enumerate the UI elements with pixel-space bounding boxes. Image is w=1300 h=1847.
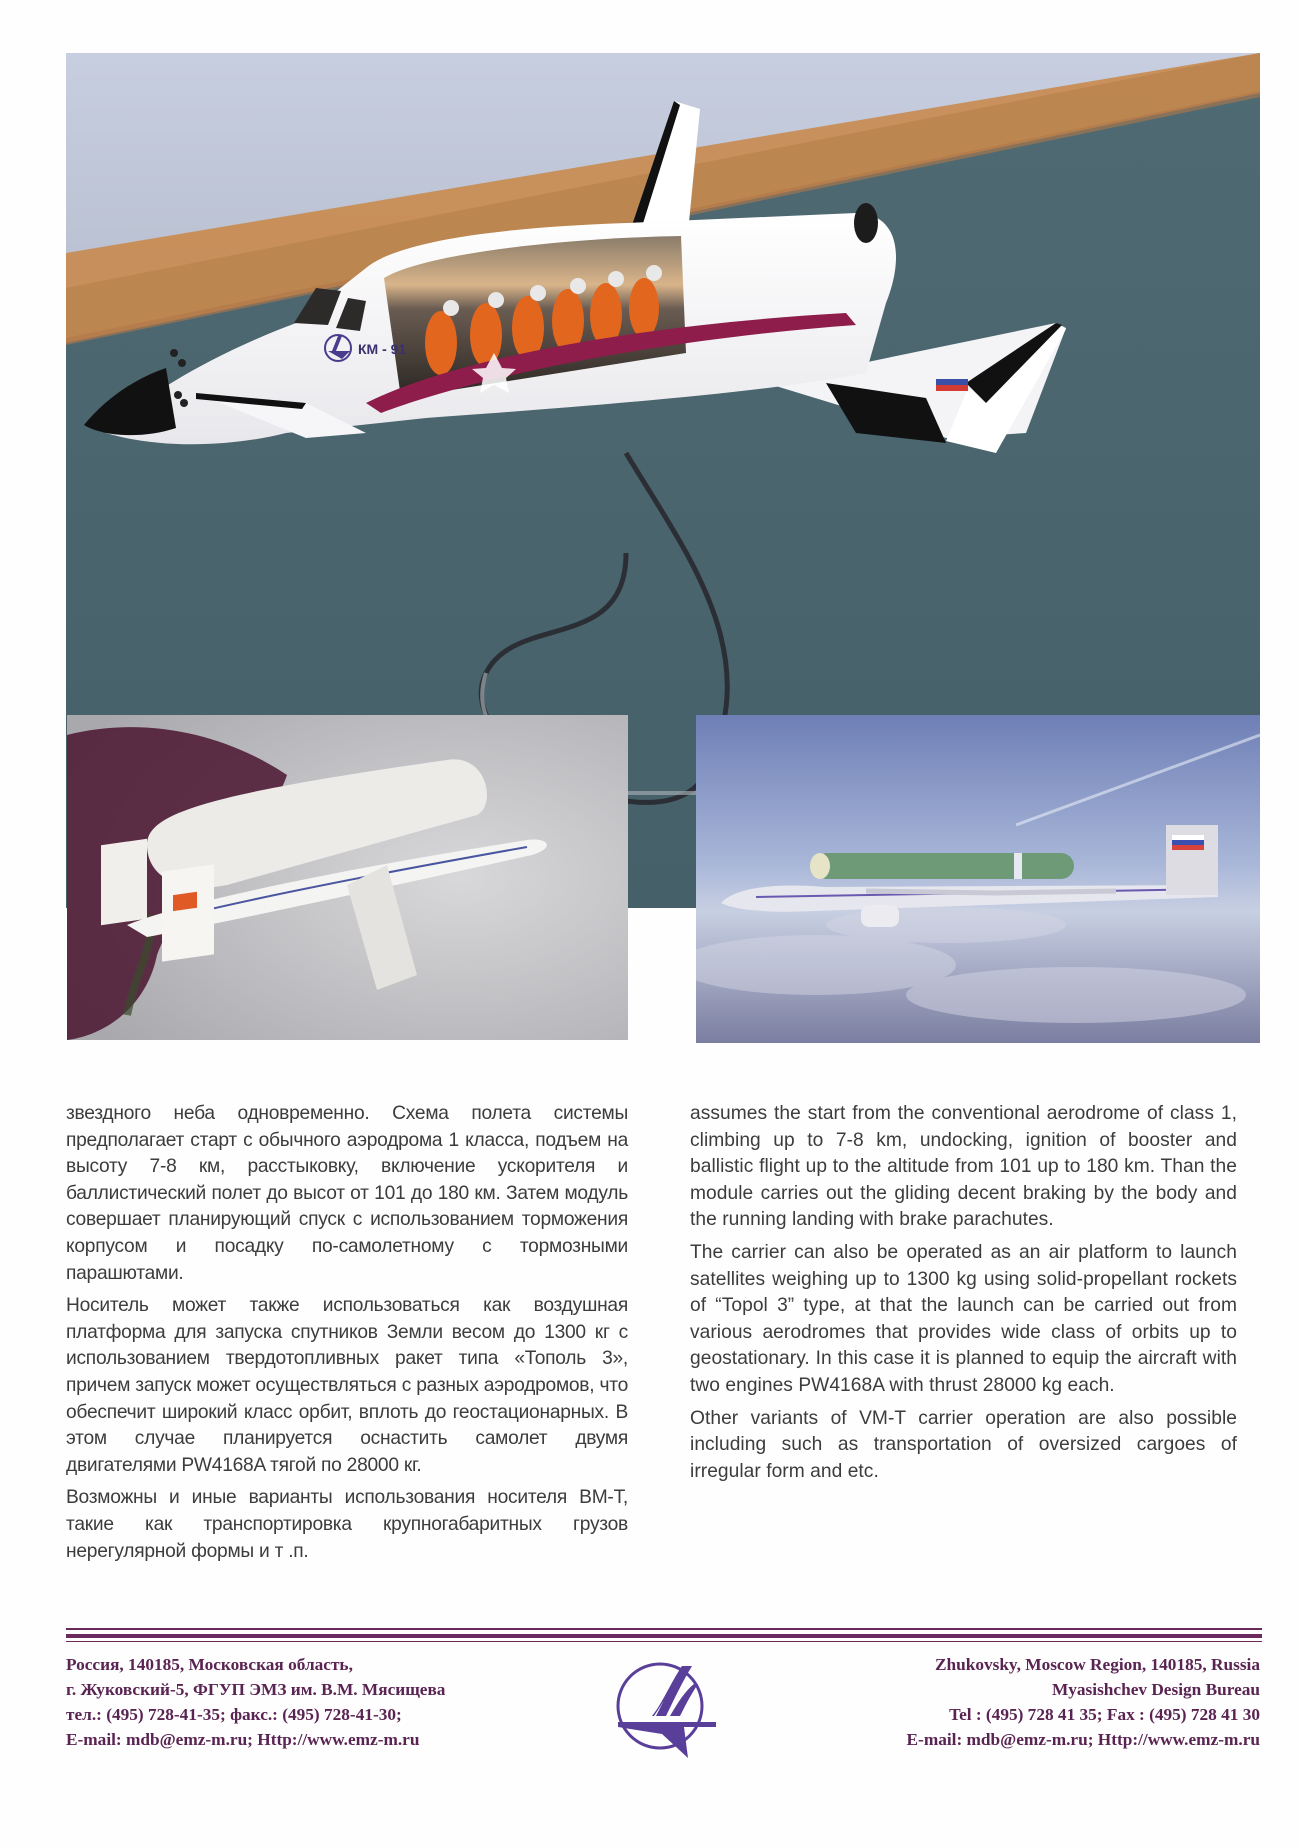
footer-company-line: Myasishchev Design Bureau bbox=[1051, 1680, 1260, 1699]
russian-text-column bbox=[66, 1101, 628, 1571]
english-text-column bbox=[690, 1101, 1237, 1491]
footer-rule-thin bbox=[66, 1628, 1262, 1630]
engine-nozzle bbox=[854, 203, 878, 243]
myasishchev-logo-icon bbox=[600, 1654, 722, 1764]
gutter bbox=[628, 908, 696, 1048]
ru-paragraph: Носитель может также использоваться как воздушная платформа для запуска спутников Земли весом до 1300 кг с использованием твердотопливных ракет типа «Тополь 3», причем запуск может осуществляться с разных аэродромов, что обеспечит широкий класс орбит, вплоть до геостационарных. В этом случае планируется оснастить самолет двумя двигателями PW4168A тягой по 28000 кг. bbox=[66, 1295, 628, 1476]
carrier-with-module-photo bbox=[696, 715, 1260, 1043]
en-paragraph: Other variants of VM-T carrier operation are also possible including such as transportation of oversized cargoes of irregular form and etc. bbox=[690, 1407, 1237, 1482]
carrier-with-module-illustration bbox=[696, 715, 1260, 1043]
flag-decal bbox=[173, 892, 197, 911]
flag-decal bbox=[936, 373, 968, 391]
footer-contact-line[interactable]: E-mail: mdb@emz-m.ru; Http://www.emz-m.ru bbox=[66, 1730, 420, 1749]
en-paragraph: assumes the start from the conventional aerodrome of class 1, climbing up to 7-8 km, undocking, ignition of booster and ballistic flight up to the altitude from 101 up to 180 km. Than the module carries out the gliding decent braking by the body and the running landing with brake parachutes. bbox=[690, 1103, 1237, 1231]
model-label: КМ - 91 bbox=[358, 341, 407, 357]
footer-address-russian bbox=[66, 1652, 566, 1752]
footer-address-line: Россия, 140185, Московская область, bbox=[66, 1655, 353, 1674]
footer-address-english bbox=[780, 1652, 1260, 1752]
carrier-with-tank-photo bbox=[67, 715, 628, 1040]
footer-rule-thick bbox=[66, 1634, 1262, 1638]
carrier-tail bbox=[162, 864, 214, 961]
cargo-module bbox=[814, 853, 1074, 879]
footer-contact-line[interactable]: E-mail: mdb@emz-m.ru; Http://www.emz-m.ru bbox=[906, 1730, 1260, 1749]
carrier-with-tank-illustration bbox=[67, 715, 628, 1040]
footer-phone-line: Tel : (495) 728 41 35; Fax : (495) 728 41 30 bbox=[949, 1705, 1260, 1724]
engine-nacelle bbox=[861, 905, 899, 927]
en-paragraph: The carrier can also be operated as an air platform to launch satellites weighing up to 1300 kg using solid-propellant rockets of “Topol 3” type, at that the launch can be carried out from various aerodromes that provides wide class of orbits up to geostationary. In this case it is planned to equip the aircraft with two engines PW4168A with thrust 28000 kg each. bbox=[690, 1241, 1237, 1396]
footer-phone-line: тел.: (495) 728-41-35; факс.: (495) 728-41-30; bbox=[66, 1705, 402, 1724]
ru-paragraph: Возможны и иные варианты использования носителя ВМ-Т, такие как транспортировка крупногабаритных грузов нерегулярной формы и т .п. bbox=[66, 1487, 628, 1562]
footer-rule-thin bbox=[66, 1641, 1262, 1642]
footer-address-line: Zhukovsky, Moscow Region, 140185, Russia bbox=[934, 1655, 1260, 1674]
ru-paragraph: звездного неба одновременно. Схема полета системы предполагает старт с обычного аэродрома 1 класса, подъем на высоту 7-8 км, расстыковку, включение ускорителя и баллистический полет до высот от 101 до 180 км. Затем модуль совершает планирующий спуск с использованием торможения корпусом и посадку по-самолетному с тормозными парашютами. bbox=[66, 1103, 628, 1284]
footer-address-line: г. Жуковский-5, ФГУП ЭМЗ им. В.М. Мясищева bbox=[66, 1680, 446, 1699]
